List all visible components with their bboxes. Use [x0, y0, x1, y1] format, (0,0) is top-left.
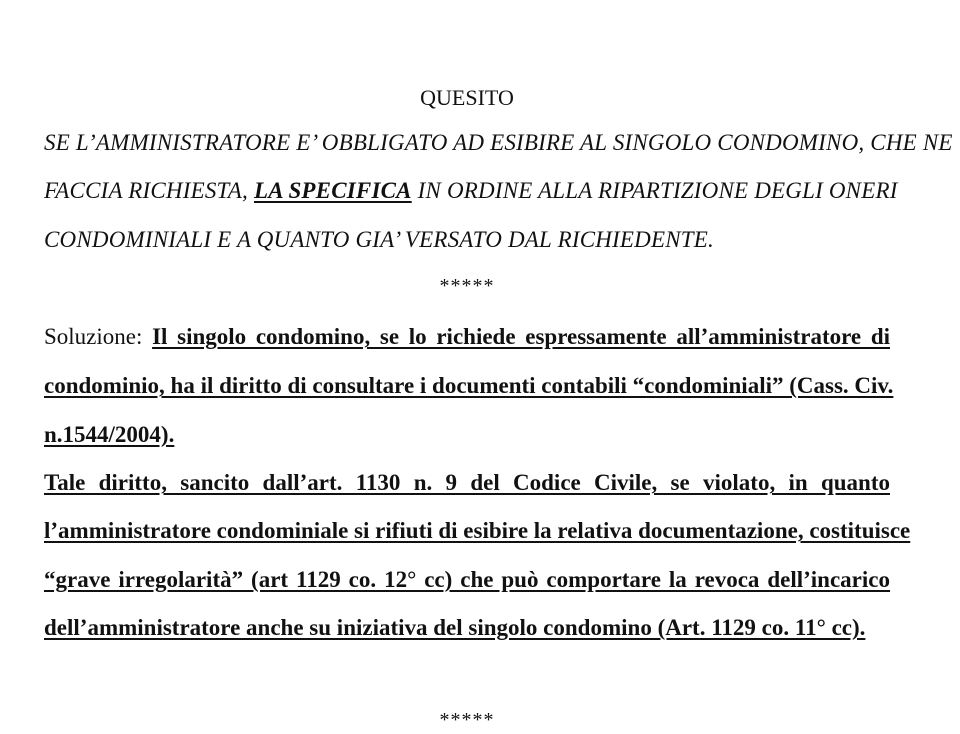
- separator-top: *****: [439, 275, 495, 297]
- solution-line-3: n.1544/2004).: [44, 422, 175, 447]
- solution-line-5: l’amministratore condominiale si rifiuti di esibire la relativa documentazione, costituisce: [44, 518, 911, 543]
- solution-label: Soluzione:: [44, 324, 143, 349]
- question-line-2: [44, 177, 898, 205]
- solution-line-6: “grave irregolarità” (art 1129 co. 12° cc) che può comportare la revoca dell’incarico: [44, 567, 890, 592]
- document-page: [44, 0, 953, 731]
- solution-line-4: Tale diritto, sancito dall’art. 1130 n. 9 del Codice Civile, se violato, in quanto: [44, 470, 890, 495]
- solution-text-1: Il singolo condomino, se lo richiede espressamente all’amministratore di: [152, 324, 890, 349]
- solution-line-7: dell’amministratore anche su iniziativa del singolo condomino (Art. 1129 co. 11° cc).: [44, 615, 866, 640]
- question-line-1: SE L’AMMINISTRATORE E’ OBBLIGATO AD ESIBIRE AL SINGOLO CONDOMINO, CHE NE: [44, 130, 953, 155]
- question-emphasis: LA SPECIFICA: [253, 178, 412, 203]
- solution-line-1: [44, 323, 890, 351]
- solution-line-2: condominio, ha il diritto di consultare i documenti contabili “condominiali” (Cass. Civ.: [44, 373, 894, 398]
- question-line-2-post: IN ORDINE ALLA RIPARTIZIONE DEGLI ONERI: [417, 178, 898, 203]
- page-title: QUESITO: [420, 85, 514, 110]
- question-line-2-pre: FACCIA RICHIESTA,: [44, 178, 249, 203]
- question-line-3: CONDOMINIALI E A QUANTO GIA’ VERSATO DAL RICHIEDENTE.: [44, 227, 714, 252]
- separator-bottom: *****: [439, 709, 495, 731]
